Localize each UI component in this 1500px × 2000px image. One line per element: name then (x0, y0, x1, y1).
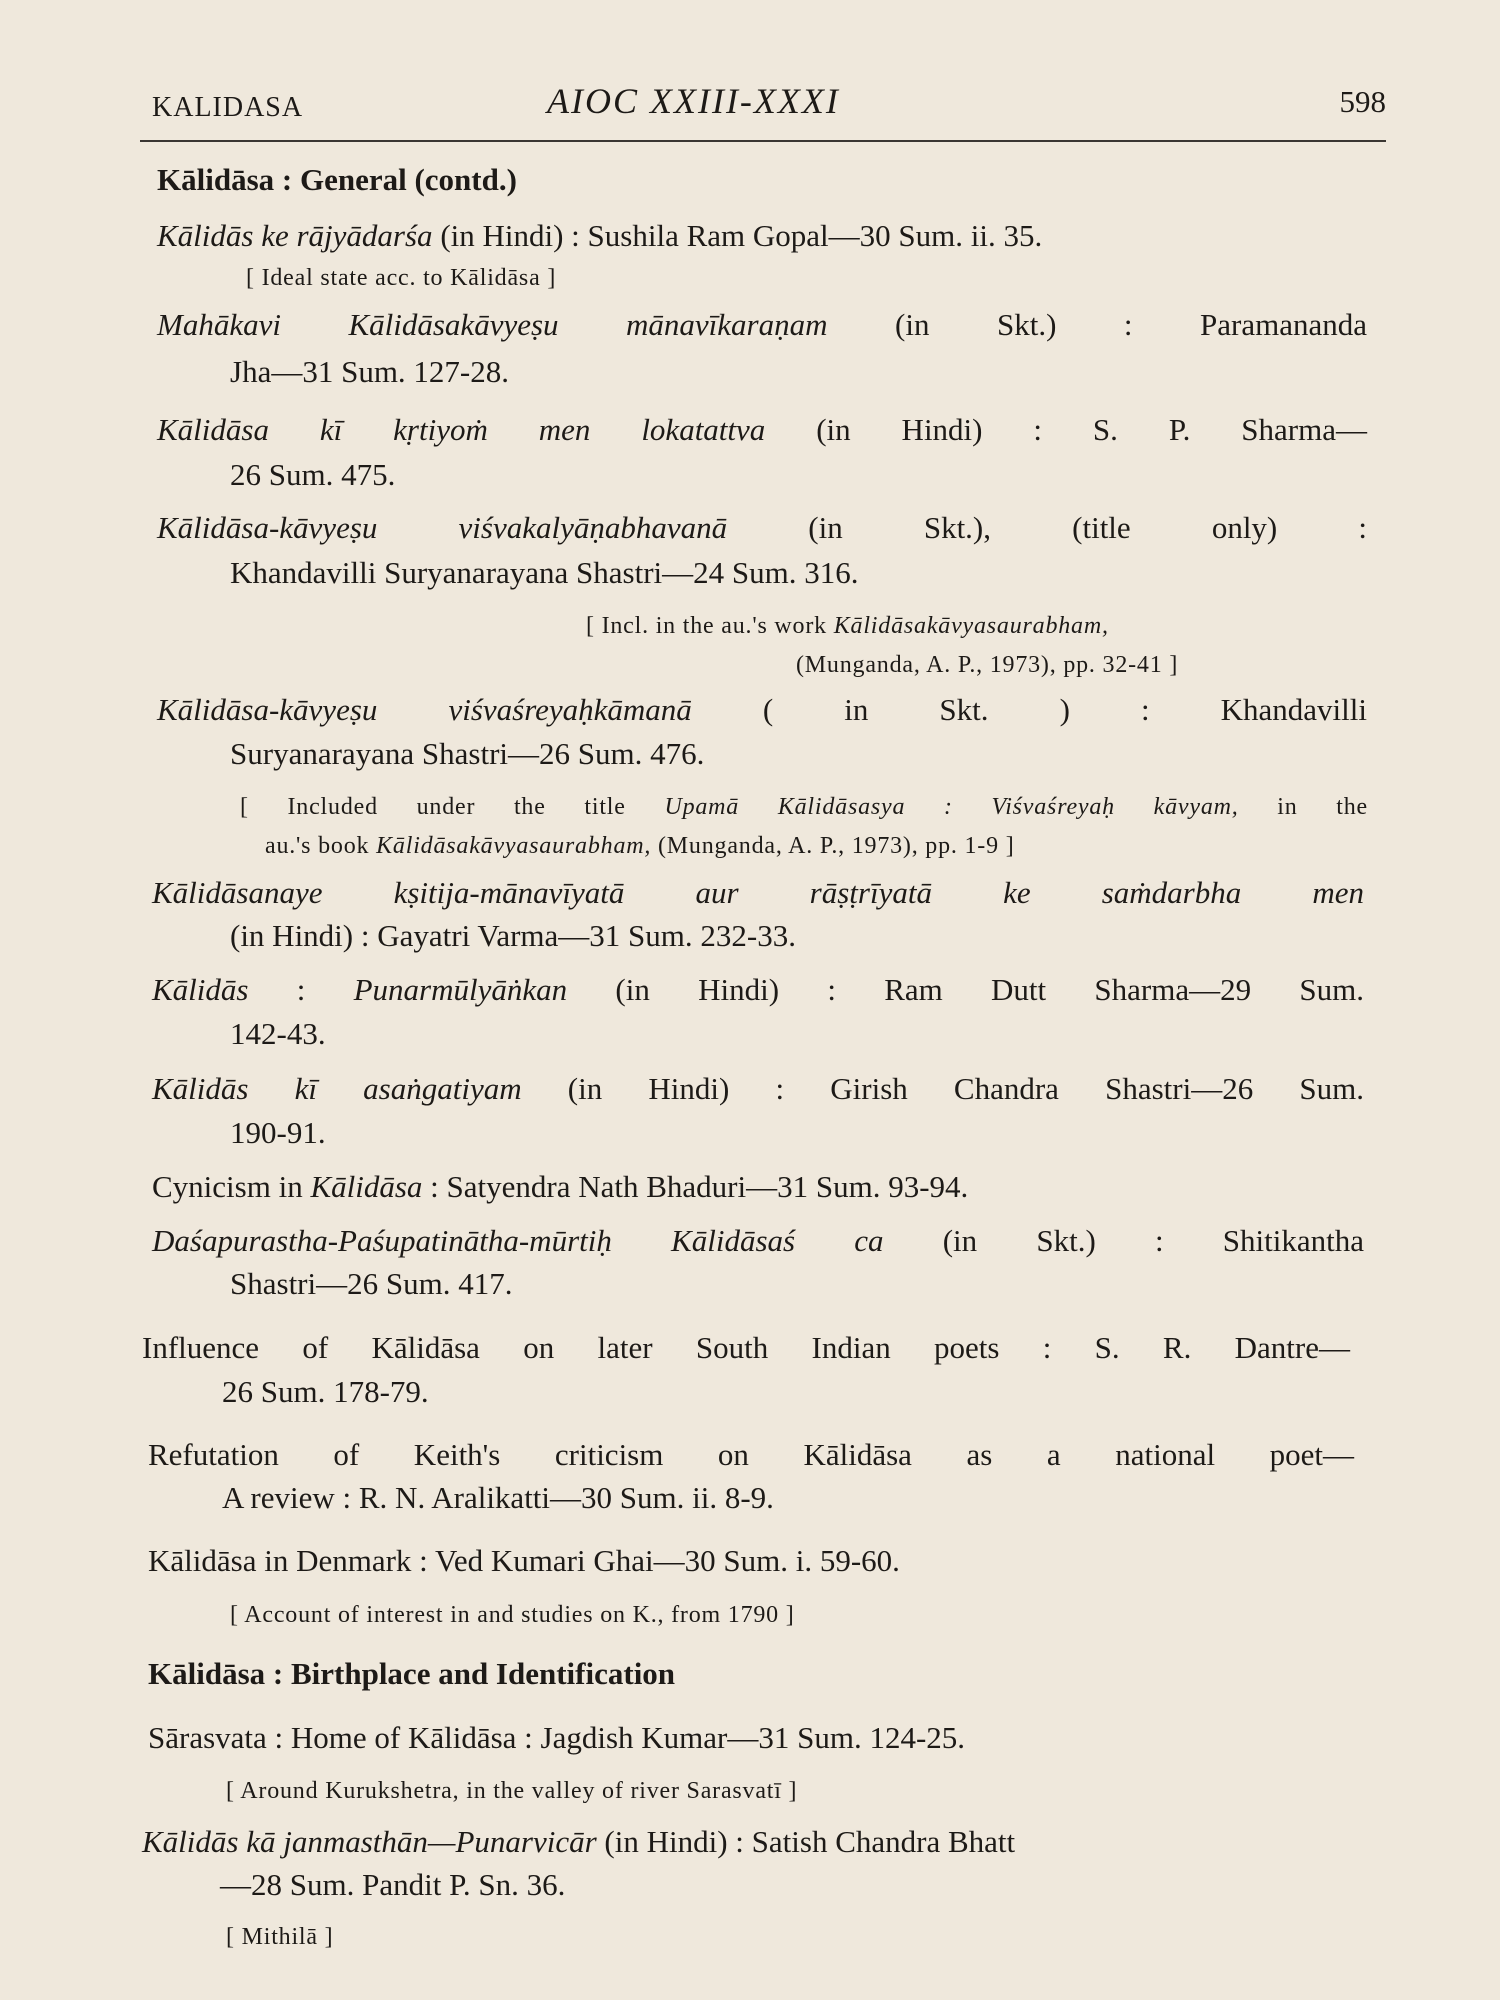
entry-citation: ( in Skt. ) : Khandavilli (691, 692, 1367, 727)
entry-10 (152, 1221, 1364, 1261)
entry-title: Kālidāsa kī kṛtiyoṁ men lokatattva (157, 412, 766, 447)
entry-citation: (in Skt.) : Paramananda (827, 307, 1367, 342)
entry-citation: (in Hindi) : Girish Chandra Shastri—26 Sum. (521, 1071, 1364, 1106)
entry-3 (157, 410, 1367, 450)
entry-title: Kālidāsa-kāvyeṣu viśvaśreyaḥkāmanā (157, 692, 692, 727)
entry-6-line2: (in Hindi) : Gayatri Varma—31 Sum. 232-33. (230, 918, 796, 953)
entry-14-note: [ Around Kurukshetra, in the valley of river Sarasvatī ] (226, 1778, 798, 1804)
running-head-title: AIOC XXIII-XXXI (547, 81, 840, 121)
entry-1-note: [ Ideal state acc. to Kālidāsa ] (246, 265, 557, 291)
entry-title: Punarmūlyāṅkan (353, 972, 568, 1007)
entry-citation: (in Skt.), (title only) : (727, 510, 1367, 545)
page-number: 598 (1339, 84, 1386, 119)
entry-title: Kālidāsanaye kṣitija-mānavīyatā aur rāṣṭrīyatā ke saṁdarbha men (152, 875, 1364, 910)
entry-13: Kālidāsa in Denmark : Ved Kumari Ghai—30 Sum. i. 59-60. (148, 1543, 900, 1578)
entry-7-line2: 142-43. (230, 1016, 326, 1051)
entry-citation: (in Hindi) : Satish Chandra Bhatt (596, 1824, 1016, 1859)
entry-citation: (in Skt.) : Shitikantha (883, 1223, 1364, 1258)
entry-title: Daśapurastha-Paśupatinātha-mūrtiḥ Kālidāsaś ca (152, 1223, 884, 1258)
entry-citation: (in Hindi) : Ram Dutt Sharma—29 Sum. (567, 972, 1364, 1007)
entry-4-note-1: [ Incl. in the au.'s work Kālidāsakāvyasaurabham, (586, 613, 1109, 639)
entry-1 (157, 216, 1042, 256)
entry-12-line2: A review : R. N. Aralikatti—30 Sum. ii. 8-9. (222, 1480, 774, 1515)
entry-13-note: [ Account of interest in and studies on K., from 1790 ] (230, 1602, 795, 1628)
entry-4-note-2: (Munganda, A. P., 1973), pp. 32-41 ] (796, 652, 1179, 678)
header-rule (140, 140, 1386, 142)
entry-title: Kālidāsa-kāvyeṣu viśvakalyāṇabhavanā (157, 510, 728, 545)
section-heading-birthplace: Kālidāsa : Birthplace and Identification (148, 1656, 676, 1691)
entry-9: Cynicism in Kālidāsa : Satyendra Nath Bhaduri—31 Sum. 93-94. (152, 1169, 969, 1204)
entry-5-note-2: au.'s book Kālidāsakāvyasaurabham, (Munganda, A. P., 1973), pp. 1-9 ] (265, 833, 1015, 859)
entry-8-line2: 190-91. (230, 1115, 326, 1150)
entry-5 (157, 690, 1367, 730)
entry-10-line2: Shastri—26 Sum. 417. (230, 1266, 513, 1301)
page-header (152, 76, 1386, 136)
entry-8 (152, 1069, 1364, 1109)
entry-2 (157, 305, 1367, 345)
entry-12: Refutation of Keith's criticism on Kālidāsa as a national poet— (148, 1437, 1354, 1472)
entry-citation: (in Hindi) : Sushila Ram Gopal—30 Sum. ii. 35. (432, 218, 1043, 253)
entry-5-line2: Suryanarayana Shastri—26 Sum. 476. (230, 736, 705, 771)
entry-11-line2: 26 Sum. 178-79. (222, 1374, 429, 1409)
entry-citation: (in Hindi) : S. P. Sharma— (765, 412, 1367, 447)
entry-title: Kālidās kā janmasthān—Punarvicār (142, 1824, 597, 1859)
entry-15-note: [ Mithilā ] (226, 1924, 334, 1950)
entry-14: Sārasvata : Home of Kālidāsa : Jagdish Kumar—31 Sum. 124-25. (148, 1720, 966, 1755)
entry-11: Influence of Kālidāsa on later South Indian poets : S. R. Dantre— (142, 1330, 1350, 1365)
running-head-section: KALIDASA (152, 92, 304, 123)
entry-3-line2: 26 Sum. 475. (230, 457, 396, 492)
entry-15-line2: —28 Sum. Pandit P. Sn. 36. (220, 1867, 566, 1902)
entry-4 (157, 508, 1367, 548)
entry-7: Kālidās : Punarmūlyāṅkan (in Hindi) : Ram Dutt Sharma—29 Sum. (152, 972, 1364, 1007)
entry-title: Kālidās ke rājyādarśa (157, 218, 433, 253)
entry-2-line2: Jha—31 Sum. 127-28. (230, 354, 509, 389)
section-heading-general: Kālidāsa : General (contd.) (157, 162, 517, 197)
entry-4-line2: Khandavilli Suryanarayana Shastri—24 Sum. 316. (230, 555, 859, 590)
entry-5-note-1: [ Included under the title Upamā Kālidāsasya : Viśvaśreyaḥ kāvyam, in the (240, 794, 1368, 820)
entry-title: Kālidās kī asaṅgatiyam (152, 1071, 522, 1106)
entry-15 (142, 1822, 1015, 1862)
entry-6 (152, 873, 1364, 913)
entry-title: Mahākavi Kālidāsakāvyeṣu mānavīkaraṇam (157, 307, 828, 342)
